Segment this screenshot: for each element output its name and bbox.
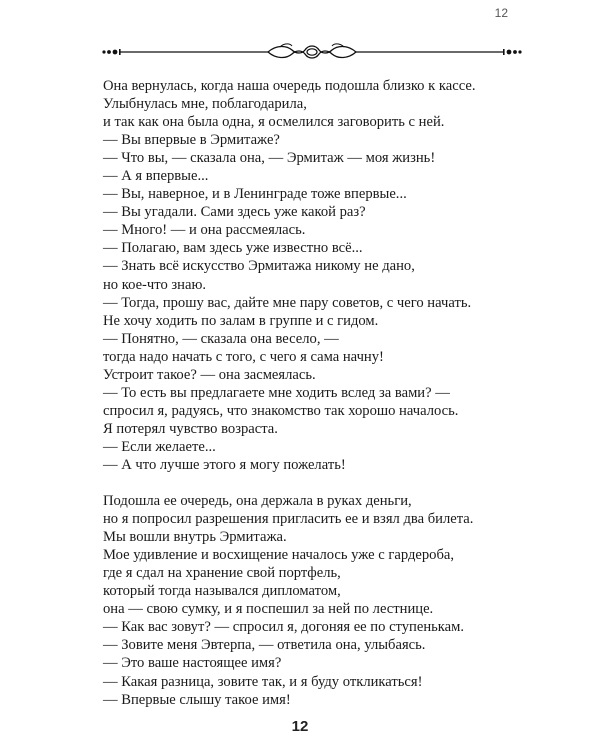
text-line: где я сдал на хранение свой портфель, (103, 565, 341, 582)
text-line: Улыбнулась мне, поблагодарила, (103, 96, 307, 113)
text-line: но кое-что знаю. (103, 276, 206, 293)
text-line: — Полагаю, вам здесь уже известно всё... (103, 240, 363, 257)
text-line: Мое удивление и восхищение началось уже с гардероба, (103, 547, 455, 564)
text-line: — Какая разница, зовите так, и я буду откликаться! (103, 673, 423, 690)
text-line: она — свою сумку, и я поспешил за ней по лестнице. (103, 601, 434, 618)
paragraph-spacer (103, 474, 533, 492)
text-line: — Это ваше настоящее имя? (103, 655, 282, 672)
text-line: Устроит такое? — она засмеялась. (103, 366, 316, 383)
text-line: спросил я, радуясь, что знакомство так хорошо началось. (103, 402, 459, 419)
text-line: Я потерял чувство возраста. (103, 420, 278, 437)
text-line: который тогда назывался дипломатом, (103, 583, 341, 600)
text-line: — Что вы, — сказала она, — Эрмитаж — моя жизнь! (103, 150, 436, 167)
text-line: — То есть вы предлагаете мне ходить вслед за вами? — (103, 384, 450, 401)
text-line: — Если желаете... (103, 438, 216, 455)
text-line: — А что лучше этого я могу пожелать! (103, 456, 346, 473)
text-line: Она вернулась, когда наша очередь подошла близко к кассе. (103, 78, 476, 94)
text-line: Мы вошли внутрь Эрмитажа. (103, 529, 287, 546)
text-line: — Понятно, — сказала она весело, — (103, 330, 339, 347)
text-line: Подошла ее очередь, она держала в руках деньги, (103, 493, 412, 510)
text-line: — Вы впервые в Эрмитаже? (103, 132, 280, 149)
text-line: и так как она была одна, я осмелился заговорить с ней. (103, 114, 445, 131)
text-line: Не хочу ходить по залам в группе и с гидом. (103, 312, 379, 329)
text-line: — Впервые слышу такое имя! (103, 691, 291, 708)
text-line: — Как вас зовут? — спросил я, догоняя ее по ступенькам. (103, 619, 465, 636)
page-number-top: 12 (494, 6, 508, 20)
text-line: — Вы, наверное, и в Ленинграде тоже впервые... (103, 186, 407, 203)
text-line: — Тогда, прошу вас, дайте мне пару советов, с чего начать. (103, 294, 472, 311)
text-line: — А я впервые... (103, 168, 209, 185)
text-line: — Много! — и она рассмеялась. (103, 222, 306, 239)
decorative-divider (100, 40, 524, 64)
text-line: но я попросил разрешения пригласить ее и взял два билета. (103, 511, 474, 528)
text-line: — Знать всё искусство Эрмитажа никому не дано, (103, 258, 415, 275)
page-number: 12 (291, 718, 309, 735)
poem-text (103, 77, 533, 709)
text-line: — Зовите меня Эвтерпа, — ответила она, улыбаясь. (103, 637, 426, 654)
text-line: тогда надо начать с того, с чего я сама начну! (103, 348, 384, 365)
paragraph-2 (103, 492, 533, 709)
paragraph-1 (103, 77, 533, 474)
text-line: — Вы угадали. Сами здесь уже какой раз? (103, 204, 366, 221)
